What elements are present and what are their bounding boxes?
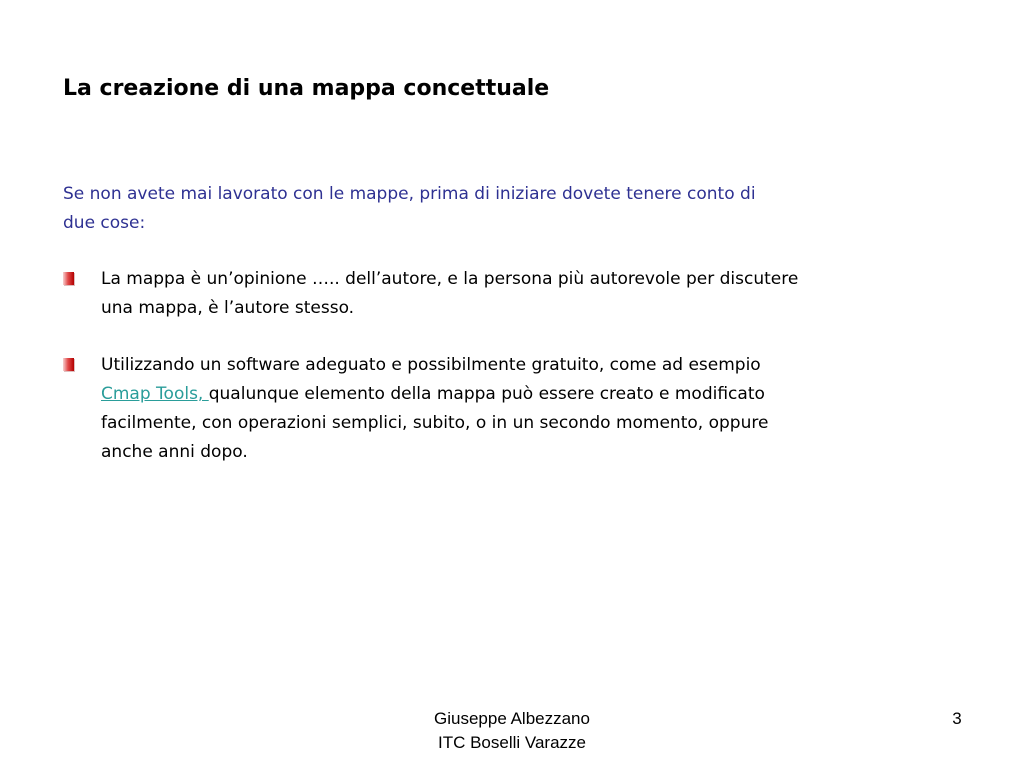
footer-author-name: Giuseppe Albezzano xyxy=(434,709,590,728)
bullet-1-line-2: una mappa, è l’autore stesso. xyxy=(101,298,355,318)
bullet-2-line-2 xyxy=(101,380,931,409)
red-square-bullet-icon xyxy=(63,358,74,371)
page-number: 3 xyxy=(952,709,962,728)
footer-institution: ITC Boselli Varazze xyxy=(437,733,586,752)
intro-paragraph xyxy=(63,180,903,238)
intro-line-2: due cose: xyxy=(63,213,146,233)
bullet-2-line-2-rest: qualunque elemento della mappa può essere creato e modificato xyxy=(208,384,765,404)
bullet-2-line-3: facilmente, con operazioni semplici, subito, o in un secondo momento, oppure xyxy=(101,413,769,433)
footer-author xyxy=(412,707,612,755)
slide-title: La creazione di una mappa concettuale xyxy=(63,76,550,101)
bullet-text-2 xyxy=(101,351,931,467)
bullet-2-line-4: anche anni dopo. xyxy=(101,442,248,462)
bullet-1-line-1: La mappa è un’opinione ….. dell’autore, e la persona più autorevole per discutere xyxy=(101,269,799,289)
bullet-2-line-1: Utilizzando un software adeguato e possibilmente gratuito, come ad esempio xyxy=(101,355,761,375)
intro-line-1: Se non avete mai lavorato con le mappe, prima di iniziare dovete tenere conto di xyxy=(63,184,756,204)
cmap-tools-link[interactable]: Cmap Tools, xyxy=(101,384,209,404)
bullet-text-1 xyxy=(101,265,931,323)
red-square-bullet-icon xyxy=(63,272,74,285)
